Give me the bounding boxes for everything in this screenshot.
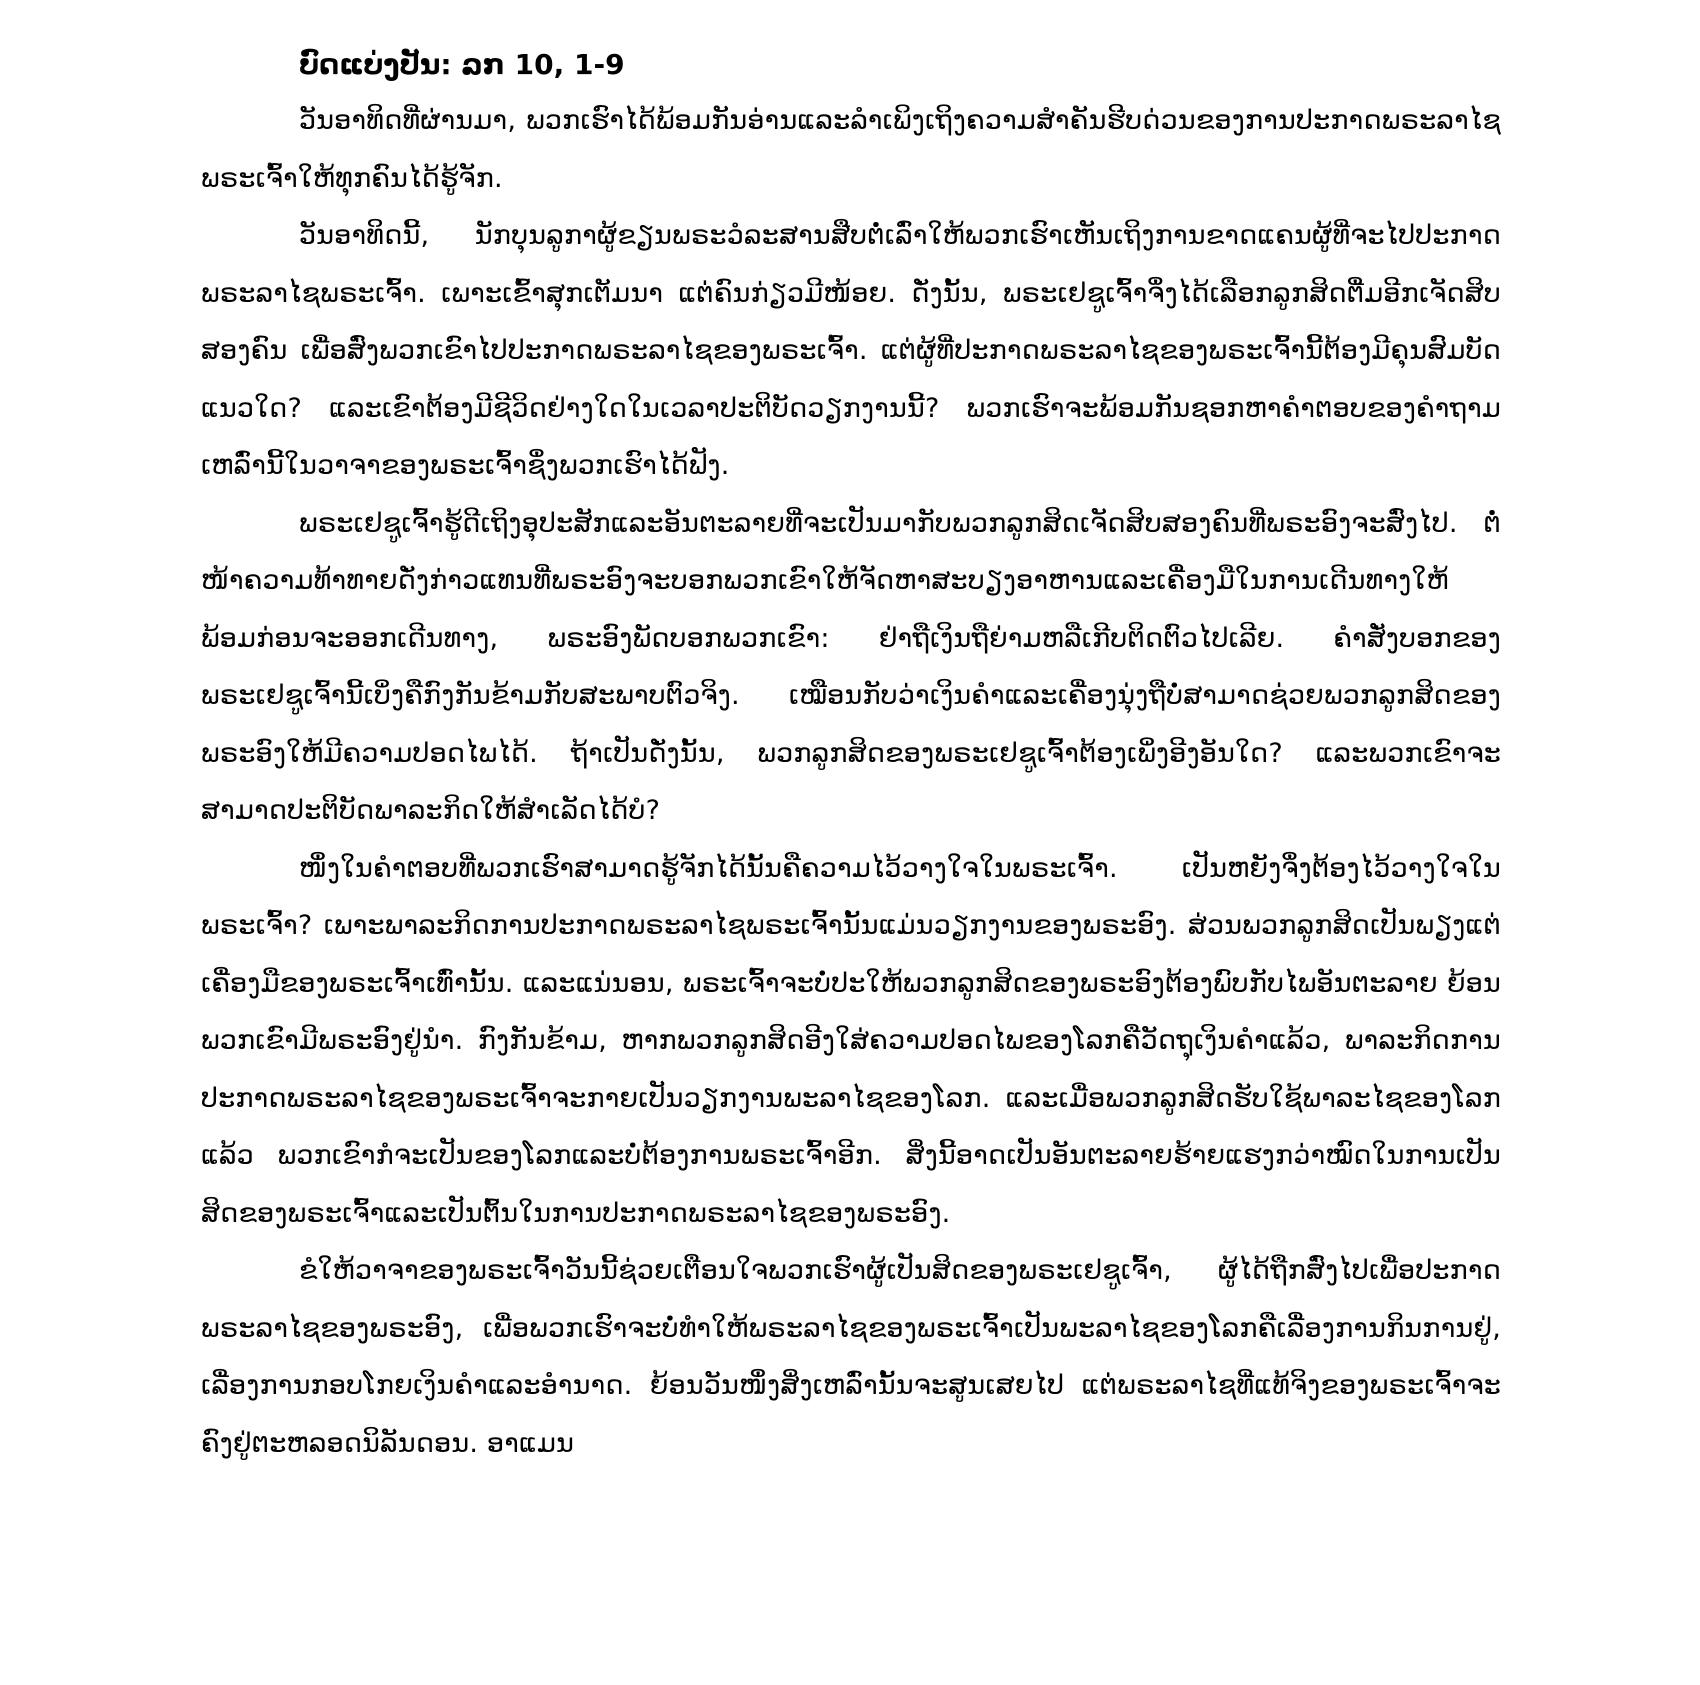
paragraph-2: ວັນອາທິດນີ້, ນັກບຸນລູກາຜູ້ຂຽນພຣະວໍລະສານສືບຕໍ່ເລົ່າໃຫ້ພວກເຮົາເຫັນເຖິງການຂາດແຄນຜູ້ທີ່ຈະໄປປະກາດພຣະລາໄຊພຣະເຈົ້າ. ເພາະເຂົ້າສຸກເຕັມນາ ແຕ່ຄົນກ່ຽວມີໜ້ອຍ. ດັ່ງນັ້ນ, ພຣະເຢຊູເຈົ້າຈຶ່ງໄດ້ເລືອກລູກສິດຕື່ມອີກເຈັດສິບສອງຄົນ ເພື່ອສົ່ງພວກເຂົາໄປປະກາດພຣະລາໄຊຂອງພຣະເຈົ້າ. ແຕ່ຜູ້ທີ່ປະກາດພຣະລາໄຊຂອງພຣະເຈົ້ານີ້ຕ້ອງມີຄຸນສົມບັດແນວໃດ? ແລະເຂົາຕ້ອງມີຊີວິດຢ່າງໃດໃນເວລາປະຕິບັດວຽກງານນີ້? ພວກເຮົາຈະພ້ອມກັນຊອກຫາຄຳຕອບຂອງຄຳຖາມເຫລົ່ານີ້ໃນວາຈາຂອງພຣະເຈົ້າຊຶ່ງພວກເຮົາໄດ້ຟັງ. <box>201 220 1501 481</box>
document-body <box>201 38 1501 1472</box>
paragraph-4: ໜຶ່ງໃນຄຳຕອບທີ່ພວກເຮົາສາມາດຮູ້ຈັກໄດ້ນັ້ນຄືຄວາມໄວ້ວາງໃຈໃນພຣະເຈົ້າ. ເປັນຫຍັງຈຶ່ງຕ້ອງໄວ້ວາງໃຈໃນພຣະເຈົ້າ? ເພາະພາລະກິດການປະກາດພຣະລາໄຊພຣະເຈົ້ານັ້ນແມ່ນວຽກງານຂອງພຣະອົງ. ສ່ວນພວກລູກສິດເປັນພຽງແຕ່ເຄື່ອງມືຂອງພຣະເຈົ້າເທົ່ານັ້ນ. ແລະແນ່ນອນ, ພຣະເຈົ້າຈະບໍ່ປະໃຫ້ພວກລູກສິດຂອງພຣະອົງຕ້ອງພົບກັບໄພອັນຕະລາຍ ຍ້ອນພວກເຂົາມີພຣະອົງຢູ່ນຳ. ກົງກັນຂ້າມ, ຫາກພວກລູກສິດອີງໃສ່ຄວາມປອດໄພຂອງໂລກຄືວັດຖຸເງິນຄຳແລ້ວ, ພາລະກິດການປະກາດພຣະລາໄຊຂອງພຣະເຈົ້າຈະກາຍເປັນວຽກງານພະລາໄຊຂອງໂລກ. ແລະເມື່ອພວກລູກສິດຮັບໃຊ້ພາລະໄຊຂອງໂລກແລ້ວ ພວກເຂົາກໍຈະເປັນຂອງໂລກແລະບໍ່ຕ້ອງການພຣະເຈົ້າອີກ. ສິ່ງນີ້ອາດເປັນອັນຕະລາຍຮ້າຍແຮງກວ່າໝົດໃນການເປັນສິດຂອງພຣະເຈົ້າແລະເປັນຕົ້ນໃນການປະກາດພຣະລາໄຊຂອງພຣະອົງ. <box>201 852 1501 1229</box>
document-title: ບົດແບ່ງປັນ: ລກ 10, 1-9 <box>299 48 625 81</box>
paragraph-1: ວັນອາທິດທີ່ຜ່ານມາ, ພວກເຮົາໄດ້ພ້ອມກັນອ່ານແລະລຳເພິງເຖິງຄວາມສຳຄັນຮີບດ່ວນຂອງການປະກາດພຣະລາໄຊພຣະເຈົ້າໃຫ້ທຸກຄົນໄດ້ຮູ້ຈັກ. <box>201 105 1501 194</box>
paragraph-5: ຂໍໃຫ້ວາຈາຂອງພຣະເຈົ້າວັນນີ້ຊ່ວຍເຕືອນໃຈພວກເຮົາຜູ້ເປັນສິດຂອງພຣະເຢຊູເຈົ້າ, ຜູ້ໄດ້ຖືກສົ່ງໄປເພື່ອປະກາດພຣະລາໄຊຂອງພຣະອົງ, ເພື່ອພວກເຮົາຈະບໍ່ທຳໃຫ້ພຣະລາໄຊຂອງພຣະເຈົ້າເປັນພະລາໄຊຂອງໂລກຄືເລື່ອງການກິນການຢູ່, ເລື່ອງການກອບໂກຍເງິນຄຳແລະອຳນາດ. ຍ້ອນວັນໜຶ່ງສິ່ງເຫລົ່ານັ້ນຈະສູນເສຍໄປ ແຕ່ພຣະລາໄຊທີ່ແທ້ຈິງຂອງພຣະເຈົ້າຈະຄົງຢູ່ຕະຫລອດນິລັນດອນ. ອາແມນ <box>201 1255 1501 1459</box>
paragraph-3: ພຣະເຢຊູເຈົ້າຮູ້ດີເຖິງອຸປະສັກແລະອັນຕະລາຍທີ່ຈະເປັນມາກັບພວກລູກສິດເຈັດສິບສອງຄົນທີ່ພຣະອົງຈະສົ່ງໄປ. ຕໍ່ໜ້າຄວາມທ້າທາຍດັ່ງກ່າວແທນທີ່ພຣະອົງຈະບອກພວກເຂົາໃຫ້ຈັດຫາສະບຽງອາຫານແລະເຄື່ອງມືໃນການເດີນທາງໃຫ້ພ້ອມກ່ອນຈະອອກເດີນທາງ, ພຣະອົງພັດບອກພວກເຂົາ: ຢ່າຖືເງິນຖືຍ່າມຫລືເກີບຕິດຕົວໄປເລີຍ. ຄຳສັ່ງບອກຂອງພຣະເຢຊູເຈົ້ານີ້ເບິ່ງຄືກົງກັນຂ້າມກັບສະພາບຕົວຈິງ. ເໝືອນກັບວ່າເງິນຄຳແລະເຄື່ອງນຸ່ງຖືບໍ່ສາມາດຊ່ວຍພວກລູກສິດຂອງພຣະອົງໃຫ້ມີຄວາມປອດໄພໄດ້. ຖ້າເປັນດັ່ງນັ້ນ, ພວກລູກສິດຂອງພຣະເຢຊູເຈົ້າຕ້ອງເພິ່ງອີງອັນໃດ? ແລະພວກເຂົາຈະສາມາດປະຕິບັດພາລະກິດໃຫ້ສຳເລັດໄດ້ບໍ? <box>201 507 1501 826</box>
